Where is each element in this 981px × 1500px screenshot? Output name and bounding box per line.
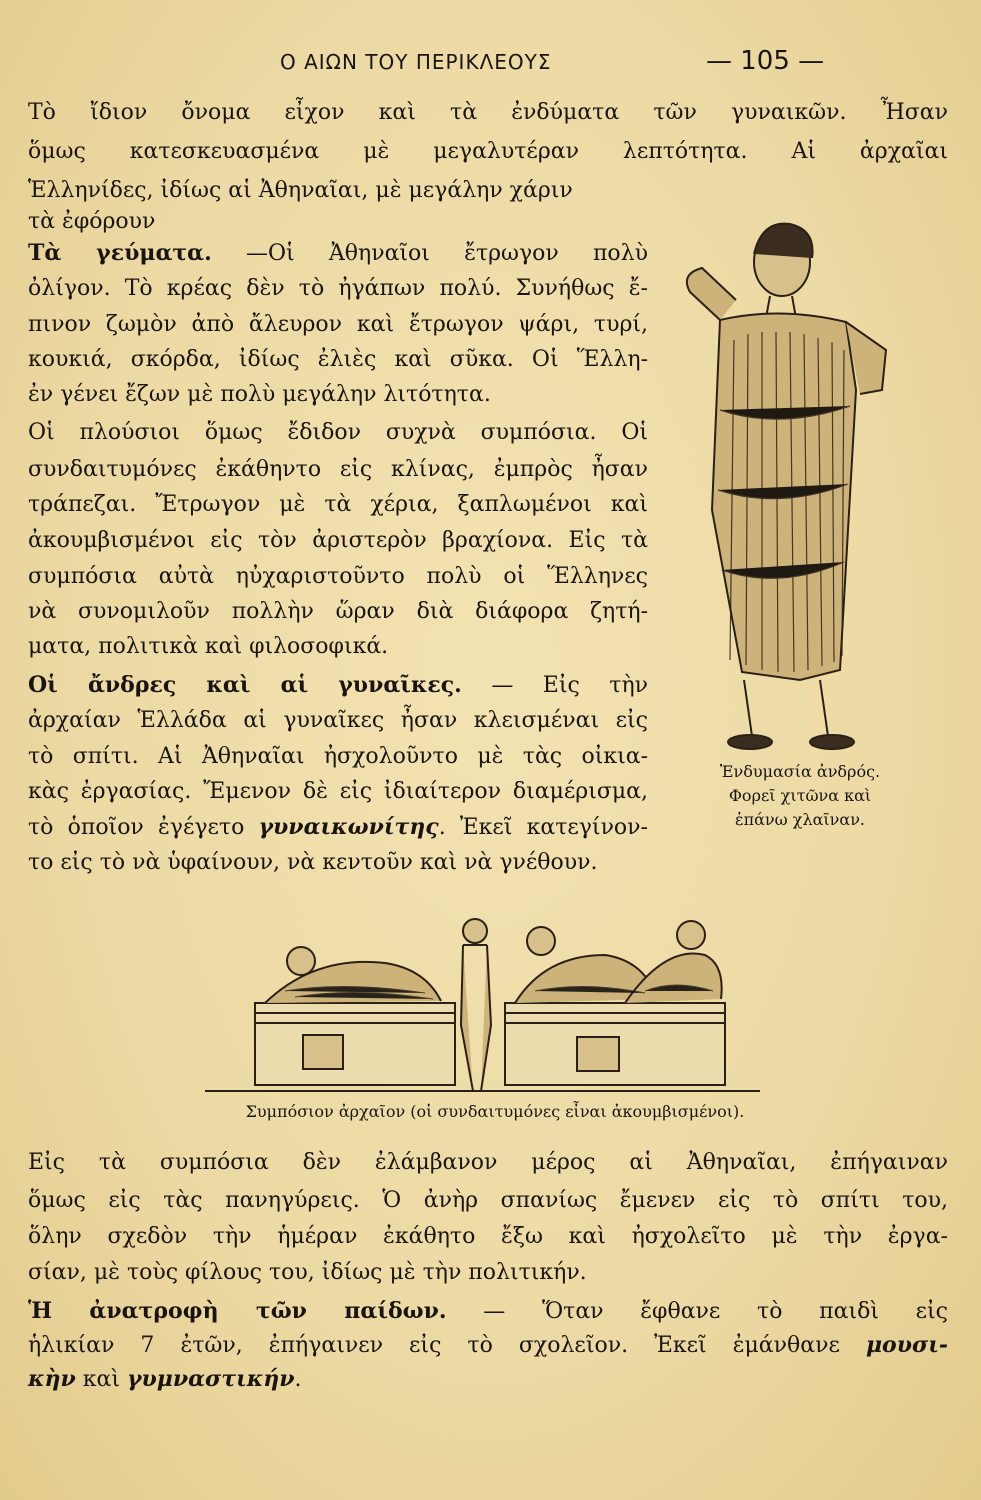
man-illustration-caption — [640, 760, 960, 832]
text-line-education — [28, 1330, 948, 1361]
page-number: — 105 — — [706, 46, 825, 76]
symposium-illustration-caption: Συμπόσιον ἀρχαῖον (οἱ συνδαιτυμόνες εἶναι ἀκουμβισμένοι). — [245, 1102, 745, 1121]
text-run: . Ἐκεῖ κατεγίνον- — [438, 815, 648, 840]
running-title: Ο ΑΙΩΝ ΤΟΥ ΠΕΡΙΚΛΕΟΥΣ — [280, 50, 552, 74]
text-line: ἀκουμβισμένοι εἰς τὸν ἀριστερὸν βραχίονα. Εἰς τὰ — [28, 528, 648, 553]
text-line: ὅμως κατεσκευασμένα μὲ μεγαλυτέραν λεπτότητα. Αἱ ἀρχαῖαι — [28, 139, 948, 164]
text-line: κουκιά, σκόρδα, ἰδίως ἐλιὲς καὶ σῦκα. Οἱ Ἕλλη- — [28, 347, 648, 372]
text-run: ἡλικίαν 7 ἐτῶν, ἐπήγαινεν εἰς τὸ σχολεῖον. Ἐκεῖ ἐμάνθανε — [28, 1333, 866, 1358]
text-line: ὅλην σχεδὸν τὴν ἡμέραν ἐκάθητο ἔξω καὶ ἠσχολεῖτο μὲ τὴν ἐργα- — [28, 1224, 948, 1249]
symposium-illustration — [205, 895, 760, 1095]
text-line: Ἑλληνίδες, ἰδίως αἱ Ἀθηναῖαι, μὲ μεγάλην χάριν — [28, 178, 573, 203]
text-line: Οἱ πλούσιοι ὅμως ἔδιδον συχνὰ συμπόσια. Οἱ — [28, 420, 648, 445]
text-line: ὀλίγον. Τὸ κρέας δὲν τὸ ἠγάπων πολύ. Συνήθως ἔ- — [28, 276, 648, 301]
text-line: πινον ζωμὸν ἀπὸ ἄλευρον καὶ ἔτρωγον ψάρι, τυρί, — [28, 312, 648, 337]
text-line-education-end — [28, 1364, 948, 1395]
term-mousiki: μουσι- — [865, 1332, 948, 1358]
text-line: συμπόσια αὐτὰ ηὐχαριστοῦντο πολὺ οἱ Ἕλληνες — [28, 564, 648, 589]
man-clothing-illustration — [650, 210, 950, 750]
text-line: Εἰς τὰ συμπόσια δὲν ἐλάμβανον μέρος αἱ Ἀθηναῖαι, ἐπήγαιναν — [28, 1150, 948, 1175]
text-line: ὅμως εἰς τὰς πανηγύρεις. Ὁ ἀνὴρ σπανίως ἔμενεν εἰς τὸ σπίτι του, — [28, 1188, 948, 1213]
text-line: το εἰς τὸ νὰ ὑφαίνουν, νὰ κεντοῦν καὶ νὰ γνέθουν. — [28, 850, 598, 875]
text-line: ἀρχαίαν Ἑλλάδα αἱ γυναῖκες ἦσαν κλεισμέναι εἰς — [28, 708, 648, 733]
food-paragraph-start — [28, 238, 648, 269]
term-mousiki-end: κὴν — [28, 1366, 76, 1392]
text-run: . — [294, 1367, 302, 1392]
text-run: καὶ — [75, 1367, 127, 1392]
text-line: τὸ σπίτι. Αἱ Ἀθηναῖαι ἠσχολοῦντο μὲ τὰς οἰκια- — [28, 744, 648, 769]
text-line: ἐν γένει ἔζων μὲ πολὺ μεγάλην λιτότητα. — [28, 382, 491, 407]
text-line: Τὸ ἴδιον ὄνομα εἶχον καὶ τὰ ἐνδύματα τῶν γυναικῶν. Ἦσαν — [28, 100, 948, 125]
text-line: σίαν, μὲ τοὺς φίλους του, ἰδίως μὲ τὴν πολιτικήν. — [28, 1260, 587, 1285]
term-gymnastiki: γυμναστικήν — [126, 1366, 295, 1392]
section-heading-men-women: Οἱ ἄνδρες καὶ αἱ γυναῖκες. — [28, 672, 462, 698]
caption-line: ἐπάνω χλαῖναν. — [734, 810, 866, 829]
page-header — [0, 46, 981, 82]
text-line: νὰ συνομιλοῦν πολλὴν ὥραν διὰ διάφορα ζητή- — [28, 599, 648, 624]
term-gynaikonitis: γυναικωνίτης — [258, 814, 439, 840]
men-women-paragraph-start — [28, 670, 648, 701]
education-paragraph-start — [28, 1296, 948, 1327]
text-run: τὸ ὁποῖον ἐγέγετο — [28, 815, 259, 840]
section-heading-education: Ἡ ἀνατροφὴ τῶν παίδων. — [28, 1298, 447, 1324]
text-line: συνδαιτυμόνες ἐκάθηντο εἰς κλίνας, ἐμπρὸς ἦσαν — [28, 457, 648, 482]
text-line: τράπεζαι. Ἔτρωγον μὲ τὰ χέρια, ξαπλωμένοι καὶ — [28, 492, 648, 517]
text-line: ματα, πολιτικὰ καὶ φιλοσοφικά. — [28, 634, 389, 659]
caption-line: Φορεῖ χιτῶνα καὶ — [728, 786, 872, 805]
text-run: — Εἰς τὴν — [461, 673, 649, 698]
text-run: — Ὅταν ἔφθανε τὸ παιδὶ εἰς — [446, 1299, 948, 1324]
text-line-gynaikonitis — [28, 812, 648, 843]
text-line: τὰ ἐφόρουν — [28, 209, 156, 234]
text-run: —Οἱ Ἀθηναῖοι ἔτρωγον πολὺ — [211, 241, 648, 266]
text-line: κὰς ἐργασίας. Ἔμενον δὲ εἰς ἰδιαίτερον διαμέρισμα, — [28, 779, 648, 804]
caption-line: Ἐνδυμασία ἀνδρός. — [719, 762, 881, 781]
section-heading-food: Τὰ γεύματα. — [28, 240, 212, 266]
